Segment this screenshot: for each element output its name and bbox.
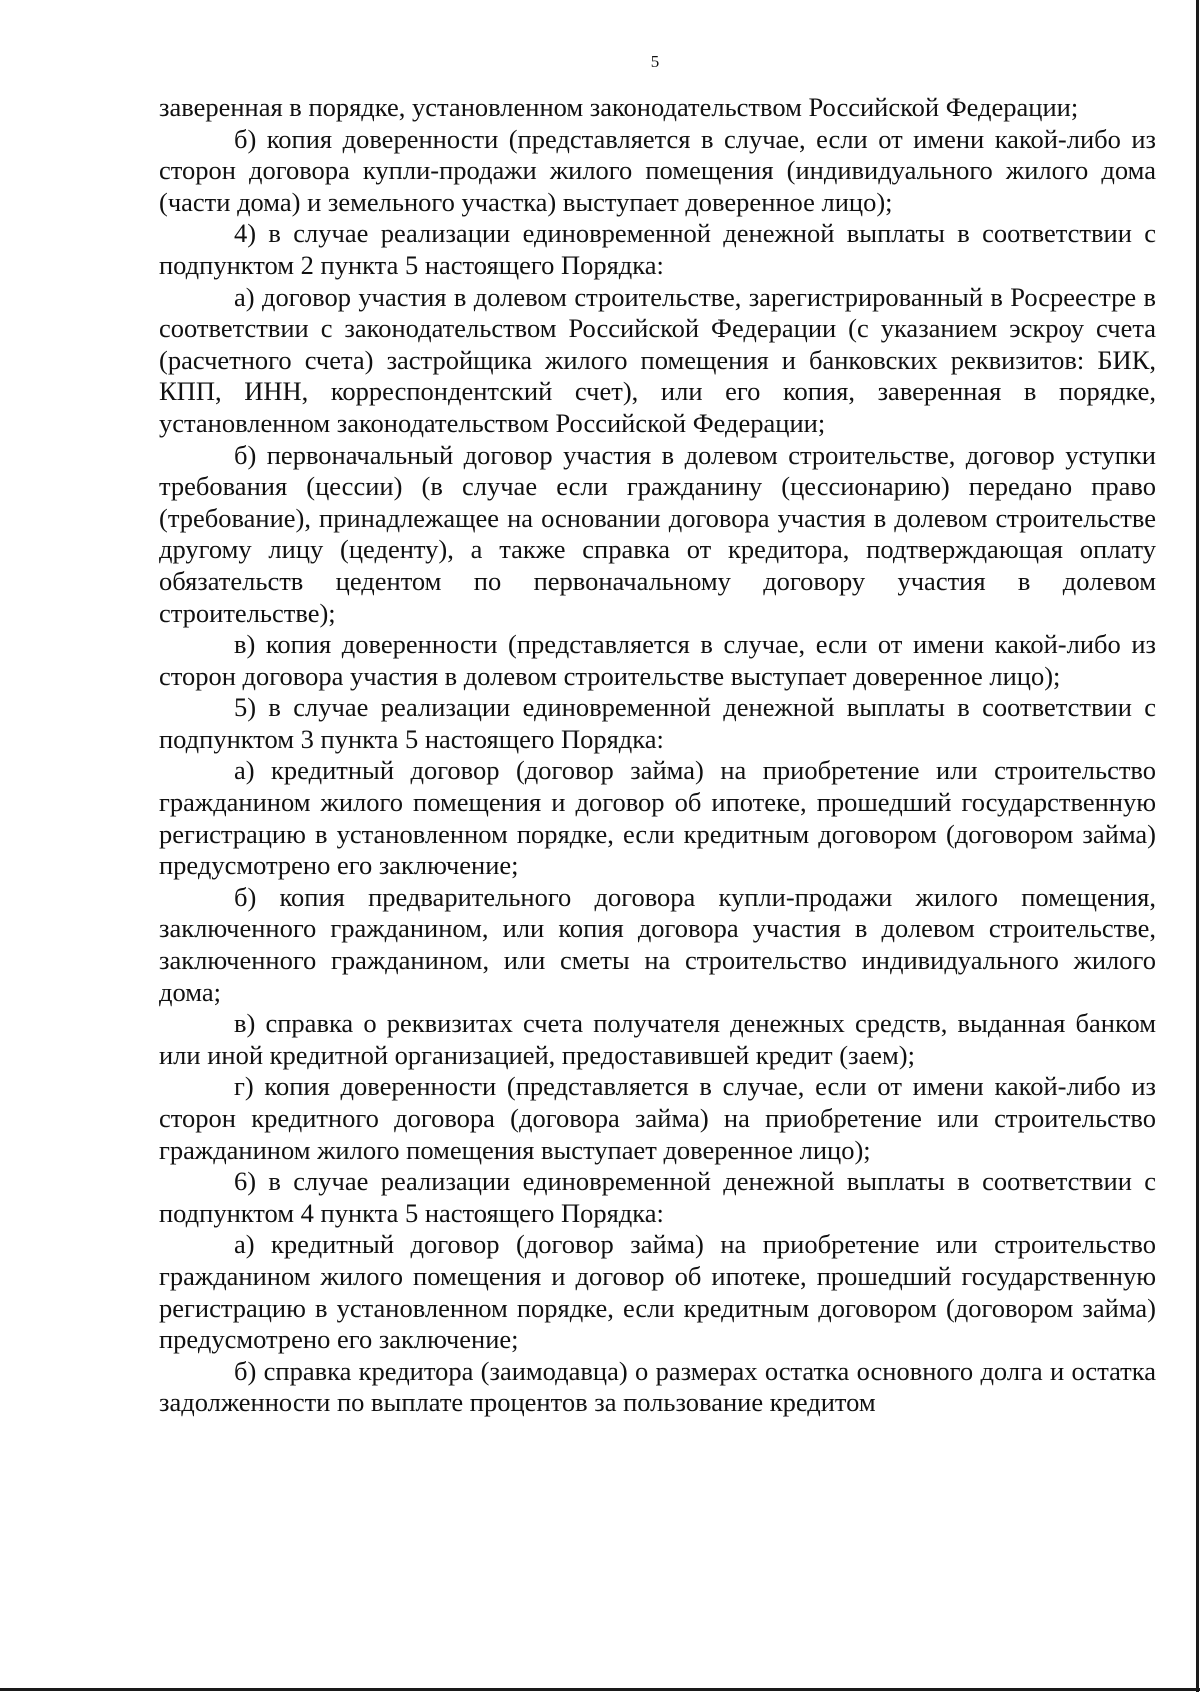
paragraph-item-4v: в) копия доверенности (представляется в случае, если от имени какой-либо из сторон договора участия в долевом строительстве выступает доверенное лицо); [159, 629, 1156, 691]
paragraph-item-4b: б) первоначальный договор участия в долевом строительстве, договор уступки требования (цессии) (в случае если гражданину (цессионарию) передано право (требование), принадлежащее на основании договора участия в долевом строительстве другому лицу (цеденту), а также справка от кредитора, подтверждающая оплату обязательств цедентом по первоначальному договору участия в долевом строительстве); [159, 439, 1156, 628]
paragraph-item-6a: а) кредитный договор (договор займа) на приобретение или строительство гражданином жилого помещения и договор об ипотеке, прошедший государственную регистрацию в установленном порядке, если кредитным договором (договором займа) предусмотрено его заключение; [159, 1229, 1156, 1355]
paragraph-item-5: 5) в случае реализации единовременной денежной выплаты в соответствии с подпунктом 3 пункта 5 настоящего Порядка: [159, 692, 1156, 754]
paragraph-item-5b: б) копия предварительного договора купли-продажи жилого помещения, заключенного гражданином, или копия договора участия в долевом строительстве, заключенного гражданином, или сметы на строительство индивидуального жилого дома; [159, 881, 1156, 1007]
paragraph-item-6: 6) в случае реализации единовременной денежной выплаты в соответствии с подпунктом 4 пункта 5 настоящего Порядка: [159, 1166, 1156, 1228]
paragraph-item-5a: а) кредитный договор (договор займа) на приобретение или строительство гражданином жилого помещения и договор об ипотеке, прошедший государственную регистрацию в установленном порядке, если кредитным договором (договором займа) предусмотрено его заключение; [159, 755, 1156, 881]
scan-edge-bottom [0, 1688, 1200, 1691]
paragraph-item-5v: в) справка о реквизитах счета получателя денежных средств, выданная банком или иной кредитной организацией, предоставившей кредит (заем); [159, 1008, 1156, 1070]
paragraph-item-5g: г) копия доверенности (представляется в случае, если от имени какой-либо из сторон кредитного договора (договора займа) на приобретение или строительство гражданином жилого помещения выступает доверенное лицо); [159, 1071, 1156, 1165]
document-body [159, 92, 1156, 1419]
paragraph-item-b-power-of-attorney: б) копия доверенности (представляется в случае, если от имени какой-либо из сторон договора купли-продажи жилого помещения (индивидуального жилого дома (части дома) и земельного участка) выступает доверенное лицо); [159, 123, 1156, 217]
scan-edge-right [1196, 0, 1199, 1692]
page-number: 5 [650, 52, 660, 71]
paragraph-item-4: 4) в случае реализации единовременной денежной выплаты в соответствии с подпунктом 2 пункта 5 настоящего Порядка: [159, 218, 1156, 280]
paragraph-continuation: заверенная в порядке, установленном законодательством Российской Федерации; [159, 92, 1079, 122]
paragraph-item-6b: б) справка кредитора (заимодавца) о размерах остатка основного долга и остатка задолженности по выплате процентов за пользование кредитом [159, 1355, 1156, 1418]
paragraph-item-4a: а) договор участия в долевом строительстве, зарегистрированный в Росреестре в соответствии с законодательством Российской Федерации (с указанием эскроу счета (расчетного счета) застройщика жилого помещения и банковских реквизитов: БИК, КПП, ИНН, корреспондентский счет), или его копия, заверенная в порядке, установленном законодательством Российской Федерации; [159, 281, 1156, 438]
